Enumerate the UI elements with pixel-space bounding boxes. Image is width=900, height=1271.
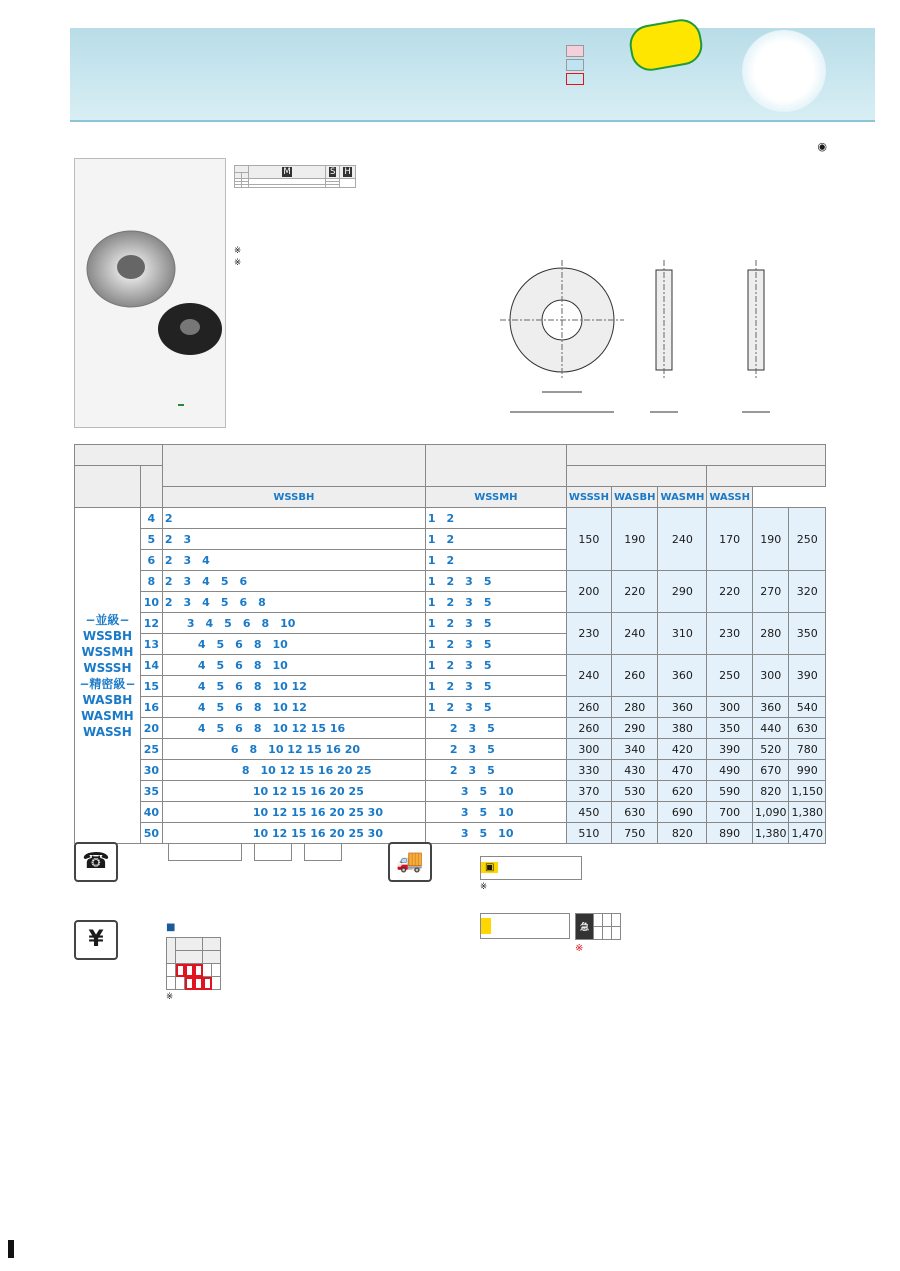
v-options: 4 5 6 8 10 xyxy=(162,634,425,655)
t-options: 2 3 5 xyxy=(425,760,566,781)
spec-h-type-en xyxy=(75,466,141,508)
price-cell: 240 xyxy=(566,655,611,697)
slide-rate xyxy=(185,977,194,990)
price-cell: 360 xyxy=(658,655,707,697)
price-cell: 330 xyxy=(566,760,611,781)
v-options: 4 5 6 8 10 12 15 16 xyxy=(162,718,425,739)
t-options: 3 5 10 xyxy=(425,781,566,802)
price-col-header: WSSSH xyxy=(566,487,611,508)
price-cell: 590 xyxy=(707,781,753,802)
stock-box xyxy=(480,856,582,880)
price-cell: 630 xyxy=(611,802,658,823)
slide-qty xyxy=(185,964,194,977)
price-cell: 1,380 xyxy=(789,802,826,823)
order-dash xyxy=(292,861,305,878)
price-cell: 350 xyxy=(789,613,826,655)
price-cell: 670 xyxy=(752,760,789,781)
d-value: 15 xyxy=(140,676,162,697)
spec-h-price xyxy=(566,445,825,466)
phone-icon: ☎ xyxy=(74,842,118,882)
product-photo xyxy=(74,158,226,428)
price-cell: 240 xyxy=(658,508,707,571)
mat-row-surface xyxy=(326,185,340,188)
price-cell: 1,380 xyxy=(752,823,789,844)
price-cell: 1,090 xyxy=(752,802,789,823)
t-options: 1 2 3 5 xyxy=(425,613,566,634)
v-options: 10 12 15 16 20 25 30 xyxy=(162,802,425,823)
price-cell: 430 xyxy=(611,760,658,781)
express-icon: 急 xyxy=(576,914,594,940)
slide-rate xyxy=(176,977,185,990)
v-options: 4 5 6 8 10 12 xyxy=(162,676,425,697)
d-value: 20 xyxy=(140,718,162,739)
page-number xyxy=(8,1240,14,1258)
price-cell: 1,150 xyxy=(789,781,826,802)
price-cell: 280 xyxy=(611,697,658,718)
slide-h-ind xyxy=(203,938,221,951)
table-row xyxy=(75,571,826,592)
slide-rate xyxy=(212,977,221,990)
price-cell: 200 xyxy=(566,571,611,613)
d-value: 50 xyxy=(140,823,162,844)
slide-h-small xyxy=(176,951,203,964)
price-cell: 440 xyxy=(752,718,789,739)
price-cell: 450 xyxy=(566,802,611,823)
mat-h-material: M xyxy=(249,166,326,179)
price-cell: 230 xyxy=(566,613,611,655)
slide-foot: ※ xyxy=(166,992,174,1002)
price-cell: 170 xyxy=(707,508,753,571)
price-cell: 390 xyxy=(789,655,826,697)
price-cell: 750 xyxy=(611,823,658,844)
spec-h-d xyxy=(140,466,162,508)
d-value: 14 xyxy=(140,655,162,676)
cleaning-service-badge xyxy=(742,30,826,112)
note-1: ※ xyxy=(234,246,242,256)
stroke-t xyxy=(594,914,603,927)
d-value: 5 xyxy=(140,529,162,550)
price-cell: 530 xyxy=(611,781,658,802)
t-options: 1 2 3 5 xyxy=(425,676,566,697)
order-ex-t xyxy=(305,861,342,878)
t-options: 3 5 10 xyxy=(425,802,566,823)
price-cell: 1,470 xyxy=(789,823,826,844)
price-cell: 370 xyxy=(566,781,611,802)
v-options: 10 12 15 16 20 25 30 xyxy=(162,823,425,844)
slide-r-qty xyxy=(167,964,176,977)
t-options: 1 2 3 5 xyxy=(425,655,566,676)
price-col-header: WSSBH xyxy=(162,487,425,508)
order-dash xyxy=(242,861,255,878)
cad-folder: ◉ xyxy=(817,140,827,153)
table-row xyxy=(75,718,826,739)
d-value: 10 xyxy=(140,592,162,613)
d-value: 12 xyxy=(140,613,162,634)
days-number xyxy=(481,918,491,934)
slide-h-qty xyxy=(167,938,176,964)
order-h-type xyxy=(169,844,242,861)
same-day xyxy=(603,927,612,940)
table-row xyxy=(75,697,826,718)
price-cell: 260 xyxy=(611,655,658,697)
price-cell: 290 xyxy=(611,718,658,739)
slide-title: ■ xyxy=(166,922,176,933)
price-cell: 250 xyxy=(707,655,753,697)
price-cell: 990 xyxy=(789,760,826,781)
washer-photo-icon xyxy=(75,159,225,427)
same-day xyxy=(603,914,612,927)
t-options: 1 2 xyxy=(425,529,566,550)
table-row xyxy=(75,508,826,529)
mat-row-precise xyxy=(242,185,249,188)
price-cell: 360 xyxy=(752,697,789,718)
price-col-header: WASSH xyxy=(707,487,753,508)
d-value: 16 xyxy=(140,697,162,718)
price-cell: 630 xyxy=(789,718,826,739)
mat-hardness xyxy=(340,179,355,188)
order-ex-type xyxy=(169,861,242,878)
price-cell: 220 xyxy=(707,571,753,613)
stroke-a xyxy=(594,927,603,940)
t-price xyxy=(612,914,621,927)
v-options: 8 10 12 15 16 20 25 xyxy=(162,760,425,781)
price-cell: 300 xyxy=(707,697,753,718)
table-row xyxy=(75,760,826,781)
table-row xyxy=(75,613,826,634)
t-options: 1 2 3 5 xyxy=(425,634,566,655)
t-options: 2 3 5 xyxy=(425,718,566,739)
spec-table xyxy=(74,444,826,844)
table-row xyxy=(75,823,826,844)
v-options: 2 3 4 5 6 xyxy=(162,571,425,592)
price-cell: 300 xyxy=(566,739,611,760)
v-options: 4 5 6 8 10 xyxy=(162,655,425,676)
box-icon: ▣ xyxy=(481,862,498,873)
delivery-note: ※ xyxy=(480,882,488,892)
price-cell: 490 xyxy=(707,760,753,781)
price-cell: 470 xyxy=(658,760,707,781)
table-row xyxy=(75,655,826,676)
price-cell: 260 xyxy=(566,697,611,718)
d-value: 30 xyxy=(140,760,162,781)
mat-row-normal xyxy=(235,185,242,188)
type-list: −並級− WSSBH WSSMH WSSSH −精密級− WASBH WASMH WASSH xyxy=(75,508,141,844)
slide-h-large xyxy=(203,951,221,964)
v-options: 2 3 xyxy=(162,529,425,550)
material-table xyxy=(234,165,356,188)
t-options: 3 5 10 xyxy=(425,823,566,844)
price-cell: 780 xyxy=(789,739,826,760)
order-dash xyxy=(292,844,305,861)
price-cell: 620 xyxy=(658,781,707,802)
price-cell: 300 xyxy=(752,655,789,697)
t-options: 1 2 3 5 xyxy=(425,592,566,613)
price-cell: 240 xyxy=(611,613,658,655)
d-value: 35 xyxy=(140,781,162,802)
v-options: 3 4 5 6 8 10 xyxy=(162,613,425,634)
v-options: 2 xyxy=(162,508,425,529)
t-options: 1 2 3 5 xyxy=(425,697,566,718)
spec-h-type xyxy=(75,445,163,466)
price-cell: 280 xyxy=(752,613,789,655)
slide-qty xyxy=(194,964,203,977)
order-h-t xyxy=(305,844,342,861)
spec-h-normal xyxy=(566,466,706,487)
slide-qty xyxy=(212,964,221,977)
spec-h-precise xyxy=(707,466,826,487)
mat-h-hardness: H xyxy=(340,166,355,179)
price-cell: 250 xyxy=(789,508,826,571)
spec-h-v xyxy=(162,445,425,487)
price-cell: 190 xyxy=(611,508,658,571)
price-cell: 310 xyxy=(658,613,707,655)
order-example xyxy=(168,843,342,877)
spec-h-t xyxy=(425,445,566,487)
t-options: 1 2 xyxy=(425,550,566,571)
d-value: 40 xyxy=(140,802,162,823)
v-options: 6 8 10 12 15 16 20 xyxy=(162,739,425,760)
price-cell: 320 xyxy=(789,571,826,613)
d-value: 8 xyxy=(140,571,162,592)
price-cell: 380 xyxy=(658,718,707,739)
table-row xyxy=(75,781,826,802)
price-cell: 510 xyxy=(566,823,611,844)
order-h-v xyxy=(255,844,292,861)
price-cell: 820 xyxy=(752,781,789,802)
v-options: 2 3 4 xyxy=(162,550,425,571)
note-2: ※ xyxy=(234,258,242,268)
price-col-header: WSSMH xyxy=(425,487,566,508)
price-cell: 290 xyxy=(658,571,707,613)
price-col-header: WASMH xyxy=(658,487,707,508)
a-price xyxy=(612,927,621,940)
slide-table xyxy=(166,937,221,990)
notes xyxy=(234,245,241,269)
price-cell: 890 xyxy=(707,823,753,844)
price-cell: 520 xyxy=(752,739,789,760)
price-cell: 390 xyxy=(707,739,753,760)
v-options: 4 5 6 8 10 12 xyxy=(162,697,425,718)
t-options: 1 2 3 5 xyxy=(425,571,566,592)
price-cell: 190 xyxy=(752,508,789,571)
stroke-table xyxy=(575,913,621,940)
v-options: 10 12 15 16 20 25 xyxy=(162,781,425,802)
price-cell: 700 xyxy=(707,802,753,823)
table-row xyxy=(75,802,826,823)
price-cell: 420 xyxy=(658,739,707,760)
price-legend xyxy=(566,44,587,86)
t-options: 1 2 xyxy=(425,508,566,529)
mat-row-material xyxy=(249,185,326,188)
price-cell: 540 xyxy=(789,697,826,718)
table-row xyxy=(75,739,826,760)
t-options: 2 3 5 xyxy=(425,739,566,760)
truck-icon: 🚚 xyxy=(388,842,432,882)
mat-h-surface: S xyxy=(326,166,340,179)
price-cell: 340 xyxy=(611,739,658,760)
price-cell: 260 xyxy=(566,718,611,739)
price-cell: 270 xyxy=(752,571,789,613)
slide-rate xyxy=(194,977,203,990)
price-cell: 150 xyxy=(566,508,611,571)
price-cell: 820 xyxy=(658,823,707,844)
slide-r-rate xyxy=(167,977,176,990)
price-cell: 360 xyxy=(658,697,707,718)
price-cell: 690 xyxy=(658,802,707,823)
rohs-badge xyxy=(178,404,184,406)
v-options: 2 3 4 5 6 8 xyxy=(162,592,425,613)
d-value: 13 xyxy=(140,634,162,655)
days-box xyxy=(480,913,570,939)
d-value: 6 xyxy=(140,550,162,571)
price-cell: 220 xyxy=(611,571,658,613)
price-cell: 350 xyxy=(707,718,753,739)
price-col-header: WASBH xyxy=(611,487,658,508)
slide-h-std xyxy=(176,938,203,951)
slide-rate xyxy=(203,977,212,990)
order-ex-v xyxy=(255,861,292,878)
price-cell: 230 xyxy=(707,613,753,655)
d-value: 25 xyxy=(140,739,162,760)
stroke-note: ※ xyxy=(575,943,584,954)
d-value: 4 xyxy=(140,508,162,529)
slide-qty xyxy=(203,964,212,977)
technical-drawing xyxy=(500,240,840,425)
yen-icon: ¥ xyxy=(74,920,118,960)
slide-qty xyxy=(176,964,185,977)
order-dash xyxy=(242,844,255,861)
